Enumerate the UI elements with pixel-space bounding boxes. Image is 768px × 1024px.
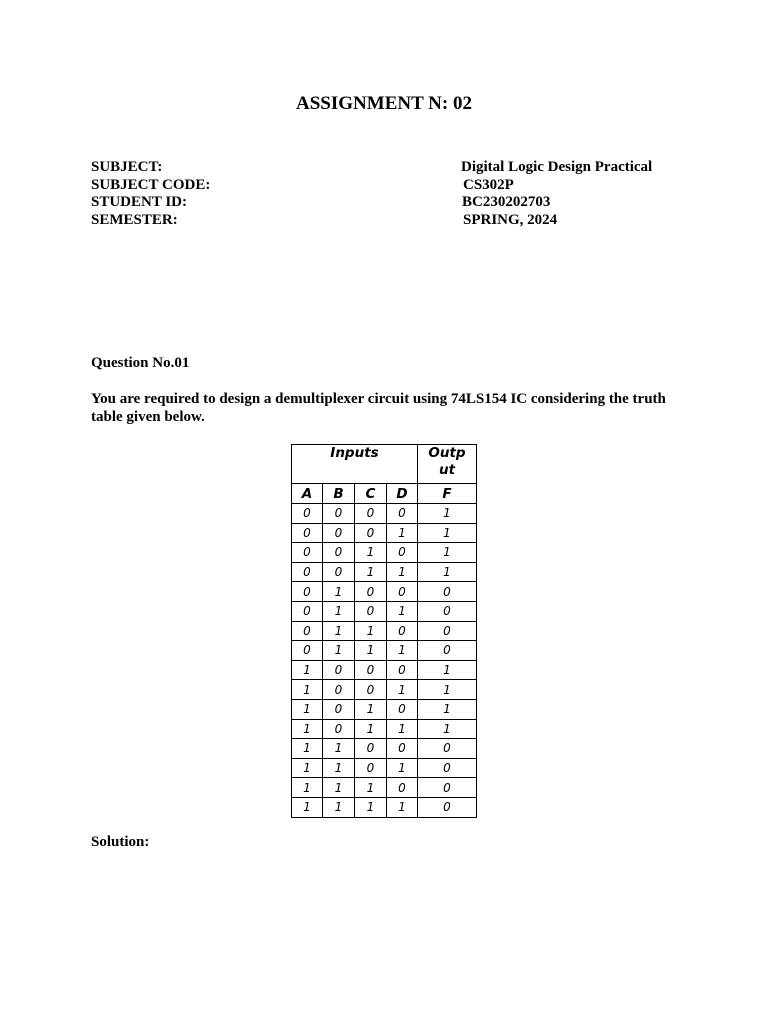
meta-label: SUBJECT: [91,159,163,175]
meta-value: Digital Logic Design Practical [461,159,653,175]
table-cell: 0 [418,778,477,798]
table-cell: 1 [292,797,323,817]
truth-table-body [292,504,477,818]
table-cell: 1 [418,719,477,739]
table-cell: 1 [292,758,323,778]
table-cell: 1 [387,680,418,700]
table-cell: 0 [355,582,387,602]
table-cell: 0 [387,778,418,798]
table-cell: 0 [418,758,477,778]
table-cell: 0 [292,621,323,641]
table-cell: 0 [418,739,477,759]
table-cell: 1 [355,543,387,563]
table-cell: 1 [418,523,477,543]
table-cell: 0 [418,641,477,661]
table-cell: 1 [418,660,477,680]
table-cell: 1 [355,641,387,661]
table-cell: 1 [323,621,355,641]
meta-row-student-id [91,194,691,212]
table-cell: 0 [323,504,355,524]
table-cell: 0 [323,680,355,700]
table-cell: 1 [387,523,418,543]
table-row [292,739,477,759]
table-cell: 0 [418,601,477,621]
table-cell: 1 [292,719,323,739]
meta-label: SUBJECT CODE: [91,176,211,193]
table-cell: 1 [323,778,355,798]
table-cell: 0 [355,601,387,621]
table-row [292,641,477,661]
table-row [292,504,477,524]
table-cell: 0 [323,543,355,563]
table-cell: 1 [292,778,323,798]
truth-table [291,444,477,818]
table-cell: 1 [323,641,355,661]
table-cell: 0 [355,504,387,524]
table-cell: 0 [292,582,323,602]
table-cell: 0 [418,582,477,602]
table-cell: 1 [387,719,418,739]
inputs-group-header: Inputs [292,445,418,484]
meta-value: BC230202703 [462,194,551,211]
table-cell: 1 [418,562,477,582]
table-cell: 1 [387,758,418,778]
table-cell: 0 [387,660,418,680]
table-cell: 1 [355,797,387,817]
meta-label: SEMESTER: [91,212,178,229]
table-cell: 0 [418,621,477,641]
table-cell: 1 [355,719,387,739]
table-cell: 0 [355,680,387,700]
table-cell: 1 [387,562,418,582]
table-cell: 0 [323,699,355,719]
table-row [292,543,477,563]
table-cell: 1 [418,543,477,563]
table-row [292,699,477,719]
table-row [292,797,477,817]
table-cell: 1 [418,504,477,524]
table-cell: 1 [292,660,323,680]
table-cell: 1 [292,739,323,759]
column-header-c: C [355,484,387,504]
table-cell: 0 [387,543,418,563]
table-cell: 0 [355,660,387,680]
table-cell: 1 [323,758,355,778]
table-row [292,660,477,680]
meta-row-subject [91,159,691,177]
table-row [292,601,477,621]
table-cell: 1 [292,699,323,719]
question-text: You are required to design a demultiplexer circuit using 74LS154 IC considering the truth table given below. [91,391,666,425]
table-cell: 0 [355,758,387,778]
table-cell: 0 [355,739,387,759]
table-cell: 0 [292,523,323,543]
table-cell: 1 [323,739,355,759]
solution-label: Solution: [91,834,150,850]
table-row [292,621,477,641]
table-cell: 0 [292,601,323,621]
table-cell: 0 [387,621,418,641]
table-row [292,562,477,582]
table-cell: 0 [323,719,355,739]
output-group-label: Output [428,445,466,478]
table-cell: 1 [418,699,477,719]
table-cell: 0 [355,523,387,543]
table-cell: 0 [387,504,418,524]
table-row [292,758,477,778]
table-cell: 0 [292,504,323,524]
output-group-header [418,445,477,484]
question-number: Question No.01 [91,355,190,371]
table-cell: 0 [387,699,418,719]
table-row [292,680,477,700]
table-cell: 0 [292,543,323,563]
table-cell: 1 [323,601,355,621]
column-header-f: F [418,484,477,504]
meta-row-subject-code [91,177,691,195]
meta-value: CS302P [463,176,514,193]
column-header-a: A [292,484,323,504]
meta-row-semester [91,212,691,230]
assignment-meta [91,159,691,230]
meta-label: STUDENT ID: [91,194,187,211]
table-cell: 1 [355,699,387,719]
table-cell: 1 [323,797,355,817]
assignment-title: ASSIGNMENT N: 02 [296,93,472,114]
table-cell: 0 [323,523,355,543]
table-cell: 1 [355,778,387,798]
table-row [292,778,477,798]
table-cell: 1 [418,680,477,700]
table-cell: 1 [387,641,418,661]
table-row [292,523,477,543]
table-row [292,582,477,602]
meta-value: SPRING, 2024 [463,212,558,229]
table-cell: 0 [387,582,418,602]
column-header-d: D [387,484,418,504]
column-header-b: B [323,484,355,504]
table-cell: 0 [323,562,355,582]
table-cell: 1 [387,601,418,621]
table-cell: 1 [355,621,387,641]
table-row [292,719,477,739]
table-cell: 0 [387,739,418,759]
table-cell: 1 [292,680,323,700]
table-cell: 0 [292,641,323,661]
table-cell: 1 [323,582,355,602]
table-cell: 0 [323,660,355,680]
table-cell: 0 [418,797,477,817]
table-cell: 0 [292,562,323,582]
table-cell: 1 [355,562,387,582]
table-cell: 1 [387,797,418,817]
